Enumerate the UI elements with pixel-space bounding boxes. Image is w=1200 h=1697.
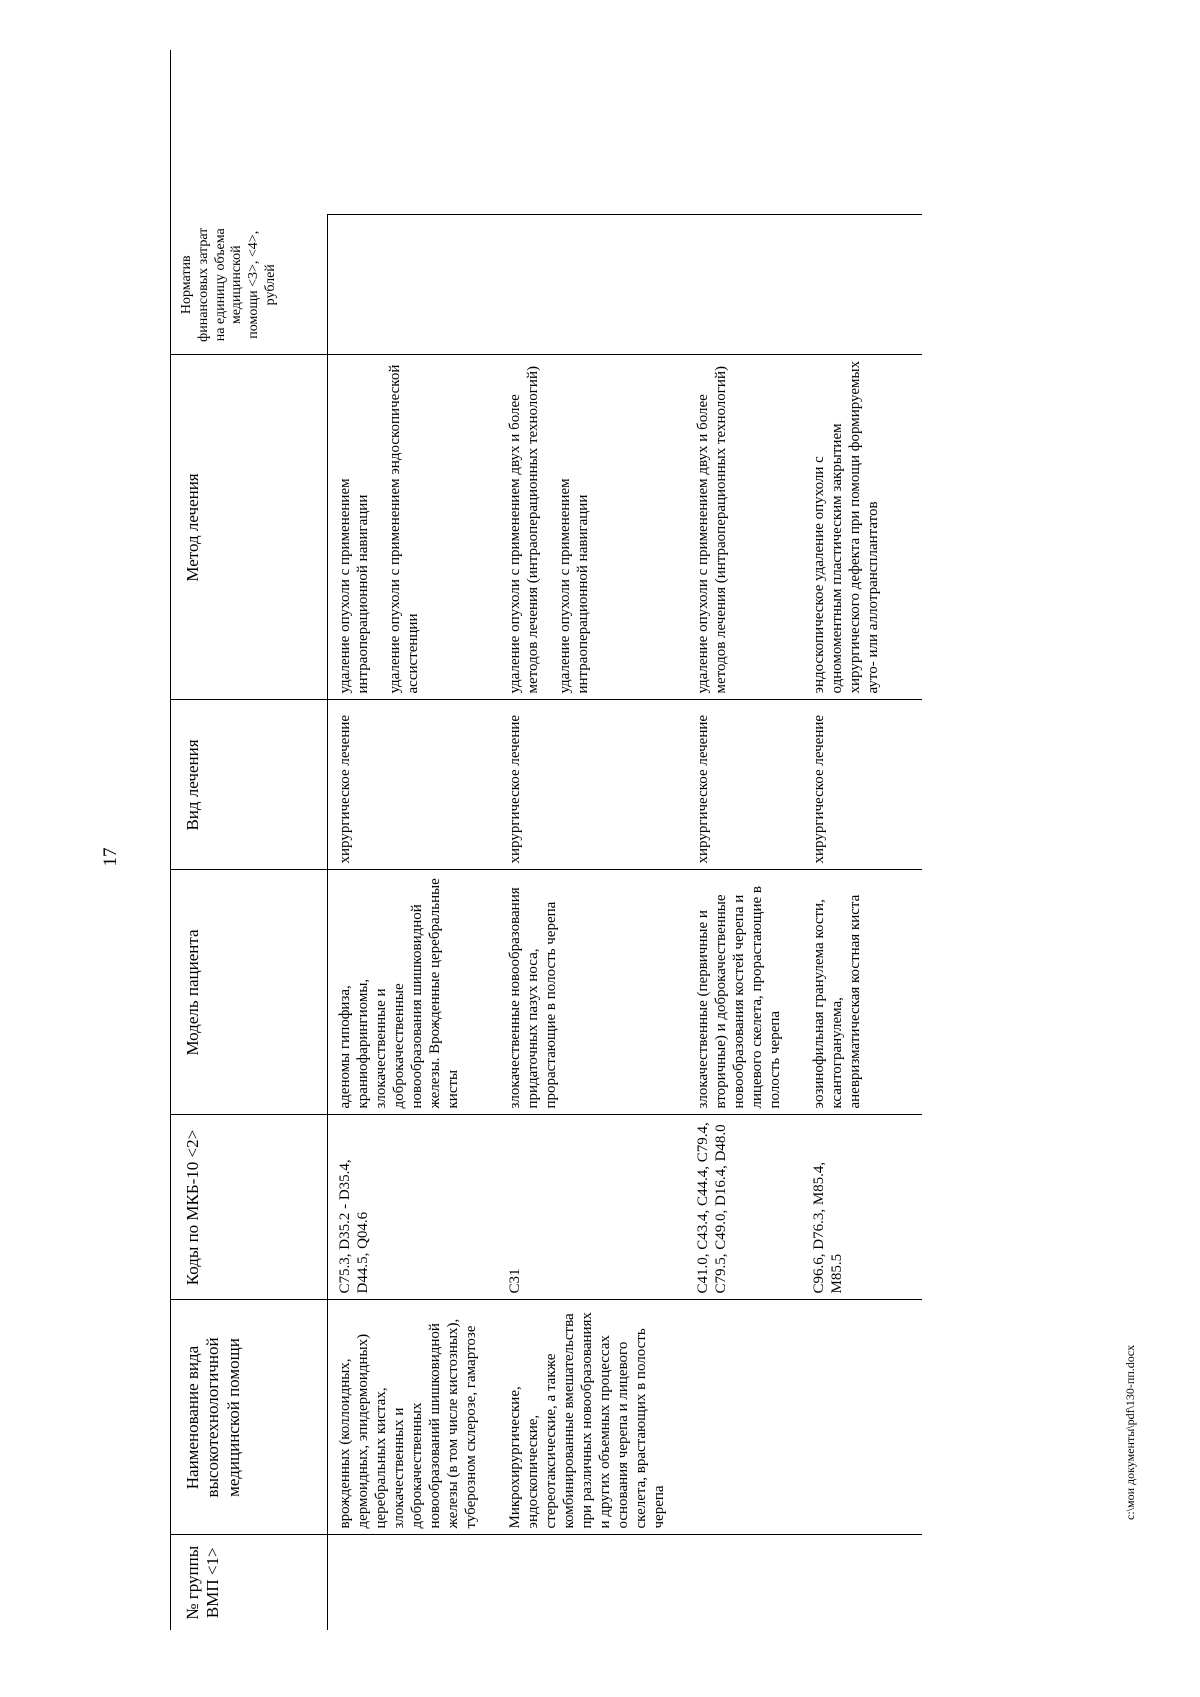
cell-model: злокачественные (первичные и вторичные) и доброкачественные новообразования костей черепа и лицевого скелета, прорастающие в полость черепа	[686, 870, 802, 1115]
cell-group-no	[802, 1535, 922, 1630]
method-item: удаление опухоли с применением двух и более методов лечения (интраоперационных технологий)	[695, 366, 729, 694]
cell-norm	[802, 215, 922, 355]
cell-group-no	[686, 1535, 802, 1630]
header-type: Вид лечения	[171, 700, 328, 870]
cell-method	[686, 355, 802, 700]
table-row	[802, 50, 922, 1630]
cell-type: хирургическое лечение	[328, 700, 499, 870]
cell-method	[802, 355, 922, 700]
cell-name	[802, 1300, 922, 1535]
table-row	[498, 50, 686, 1630]
cell-group-no	[498, 1535, 686, 1630]
table-header-row	[171, 50, 328, 1630]
method-item: удаление опухоли с применением эндоскопической ассистенции	[387, 364, 421, 694]
header-model: Модель пациента	[171, 870, 328, 1115]
cell-group-no	[328, 1535, 499, 1630]
header-spacer	[171, 50, 328, 215]
header-name: Наименование вида высокотехнологичной медицинской помощи	[171, 1300, 328, 1535]
cell-norm	[328, 215, 499, 355]
cell-method	[498, 355, 686, 700]
cell-spacer	[686, 50, 802, 215]
cell-model: аденомы гипофиза, краниофарингиомы, злокачественные и доброкачественные новообразования шишковидной железы. Врожденные церебральные кисты	[328, 870, 499, 1115]
table-row	[686, 50, 802, 1630]
cell-norm	[686, 215, 802, 355]
cell-type: хирургическое лечение	[498, 700, 686, 870]
header-group-no: № группы ВМП <1>	[171, 1535, 328, 1630]
cell-method	[328, 355, 499, 700]
method-item: удаление опухоли с применением двух и более методов лечения (интраоперационных технологий)	[507, 366, 541, 694]
cell-spacer	[328, 50, 499, 215]
cell-model: злокачественные новообразования придаточных пазух носа, прорастающие в полость черепа	[498, 870, 686, 1115]
header-codes: Коды по МКБ-10 <2>	[171, 1115, 328, 1300]
cell-codes: C96.6, D76.3, M85.4, M85.5	[802, 1115, 922, 1300]
table-row	[328, 50, 499, 1630]
footer-file-path: c:\мои документы\pdf\130-пп.docx	[1123, 1344, 1137, 1520]
rotated-table-wrapper	[170, 50, 940, 1630]
method-item: эндоскопическое удаление опухоли с одномоментным пластическим закрытием хирургического дефекта при помощи формируемых ауто- или аллотрансплантатов	[811, 360, 881, 694]
header-norm: Норматив финансовых затрат на единицу объема медицинской помощи <3>, <4>, рублей	[171, 215, 328, 355]
cell-spacer	[498, 50, 686, 215]
cell-codes: C75.3, D35.2 - D35.4, D44.5, Q04.6	[328, 1115, 499, 1300]
vmp-table	[170, 50, 922, 1630]
cell-model: эозинофильная гранулема кости, ксантогранулема, аневризматическая костная киста	[802, 870, 922, 1115]
cell-codes: C31	[498, 1115, 686, 1300]
cell-codes: C41.0, C43.4, C44.4, C79.4, C79.5, C49.0, D16.4, D48.0	[686, 1115, 802, 1300]
cell-type: хирургическое лечение	[802, 700, 922, 870]
cell-name: врожденных (коллоидных, дермоидных, эпидермоидных) церебральных кистах, злокачественных и доброкачественных новообразований шишковидной железы (в том числе кистозных), туберозном склерозе, гамартозе	[328, 1300, 499, 1535]
method-item: удаление опухоли с применением интраоперационной навигации	[337, 478, 371, 694]
header-method: Метод лечения	[171, 355, 328, 700]
cell-name	[686, 1300, 802, 1535]
page-number: 17	[100, 847, 121, 867]
cell-name: Микрохирургические, эндоскопические, стереотаксические, а также комбинированные вмешательства при различных новообразованиях и других объемных процессах основания черепа и лицевого скелета, врастающих в полость черепа	[498, 1300, 686, 1535]
cell-type: хирургическое лечение	[686, 700, 802, 870]
method-item: удаление опухоли с применением интраоперационной навигации	[557, 478, 591, 694]
cell-spacer	[802, 50, 922, 215]
cell-norm	[498, 215, 686, 355]
